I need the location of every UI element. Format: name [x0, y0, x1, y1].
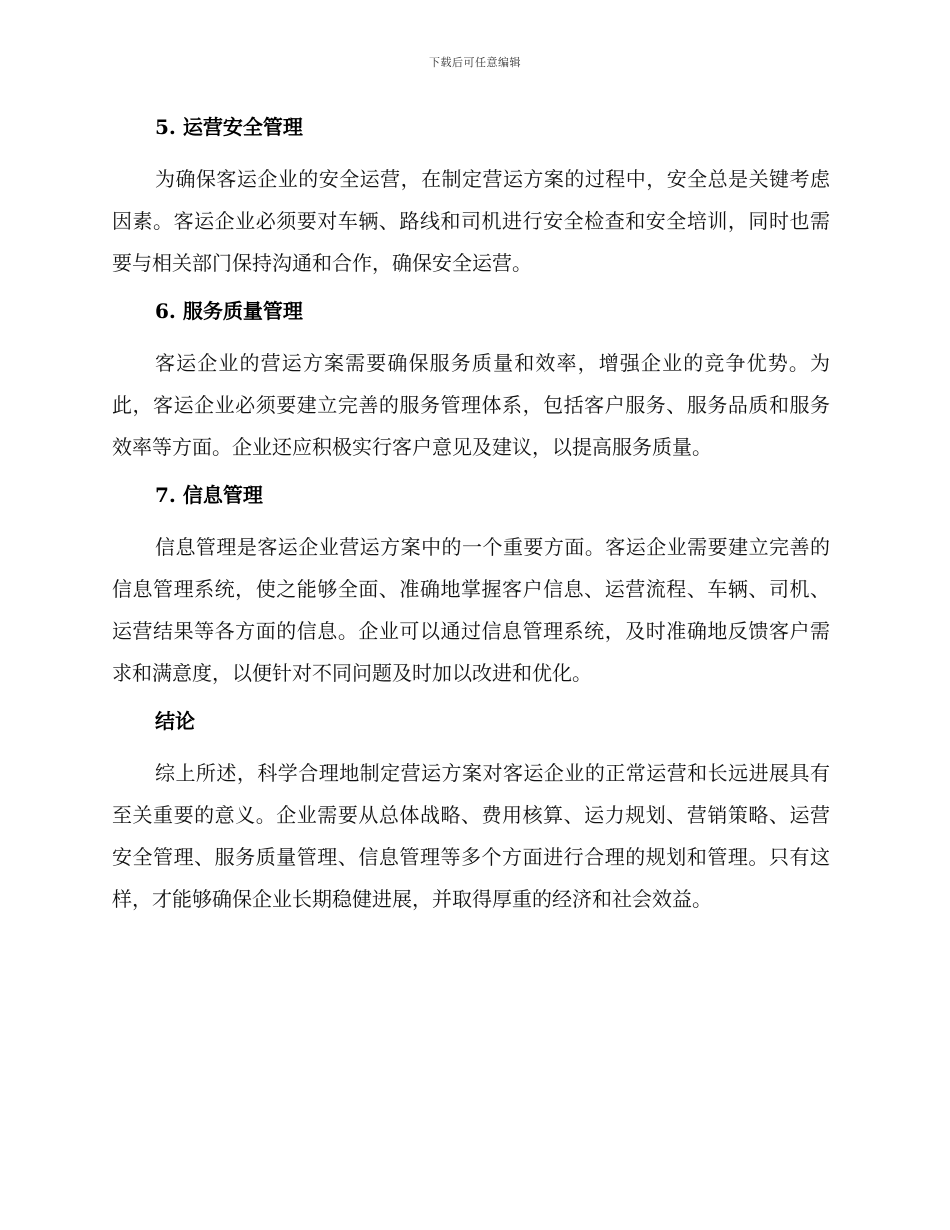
section-paragraph: 综上所述，科学合理地制定营运方案对客运企业的正常运营和长远进展具有至关重要的意义。企业需要从总体战略、费用核算、运力规划、营销策略、运营安全管理、服务质量管理、信息管理等多个方面进行合理的规划和管理。只有这样，才能够确保企业长期稳健进展，并取得厚重的经济和社会效益。 [112, 761, 830, 911]
section-heading: 结论 [155, 709, 195, 733]
section-heading: 7. 信息管理 [155, 483, 263, 507]
section-paragraph: 信息管理是客运企业营运方案中的一个重要方面。客运企业需要建立完善的信息管理系统，使之能够全面、准确地掌握客户信息、运营流程、车辆、司机、运营结果等各方面的信息。企业可以通过信息管理系统，及时准确地反馈客户需求和满意度，以便针对不同问题及时加以改进和优化。 [112, 535, 830, 685]
section-operation-safety [112, 110, 830, 284]
section-paragraph: 为确保客运企业的安全运营，在制定营运方案的过程中，安全总是关键考虑因素。客运企业必须要对车辆、路线和司机进行安全检查和安全培训，同时也需要与相关部门保持沟通和合作，确保安全运营。 [112, 167, 830, 275]
section-conclusion [112, 704, 830, 920]
section-information-management [112, 478, 830, 694]
section-service-quality [112, 294, 830, 468]
document-body [112, 110, 830, 930]
section-heading: 6. 服务质量管理 [155, 299, 303, 323]
header-note: 下载后可任意编辑 [429, 56, 521, 69]
section-heading: 5. 运营安全管理 [155, 115, 303, 139]
section-paragraph: 客运企业的营运方案需要确保服务质量和效率，增强企业的竞争优势。为此，客运企业必须要建立完善的服务管理体系，包括客户服务、服务品质和服务效率等方面。企业还应积极实行客户意见及建议，以提高服务质量。 [112, 351, 830, 459]
